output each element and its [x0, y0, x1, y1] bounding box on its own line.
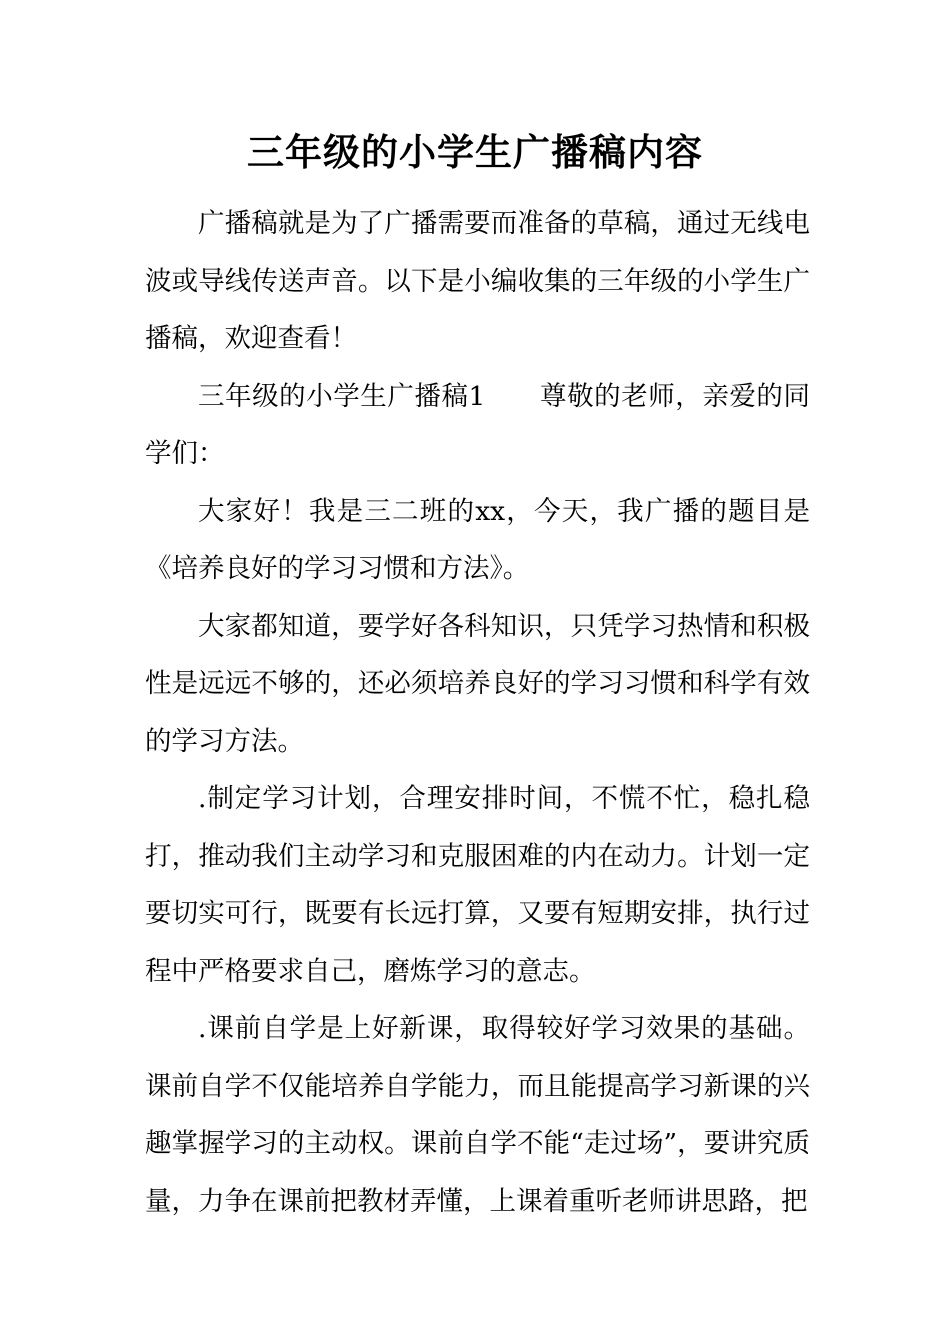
paragraph-habits: 大家都知道，要学好各科知识，只凭学习热情和积极性是远远不够的，还必须培养良好的学习习惯和科学有效的学习方法。: [145, 610, 810, 757]
paragraph-preview-study: .课前自学是上好新课，取得较好学习效果的基础。课前自学不仅能培养自学能力，而且能提高学习新课的兴趣掌握学习的主动权。课前自学不能“走过场”，要讲究质量，力争在课前把教材弄懂，上课着重听老师讲思路，把: [145, 1013, 810, 1217]
paragraph-study-plan: .制定学习计划，合理安排时间，不慌不忙，稳扎稳打，推动我们主动学习和克服困难的内在动力。计划一定要切实可行，既要有长远打算，又要有短期安排，执行过程中严格要求自己，磨炼学习的意志。: [145, 783, 810, 987]
document-title: 三年级的小学生广播稿内容: [247, 130, 703, 174]
document-body: [145, 195, 810, 1230]
paragraph-self-introduction: 大家好！我是三二班的xx，今天，我广播的题目是《培养良好的学习习惯和方法》。: [145, 495, 810, 584]
paragraph-intro: 广播稿就是为了广播需要而准备的草稿，通过无线电波或导线传送声音。以下是小编收集的三年级的小学生广播稿，欢迎查看！: [145, 208, 810, 354]
paragraph-heading-greeting: 三年级的小学生广播稿1 尊敬的老师，亲爱的同学们：: [145, 380, 810, 469]
